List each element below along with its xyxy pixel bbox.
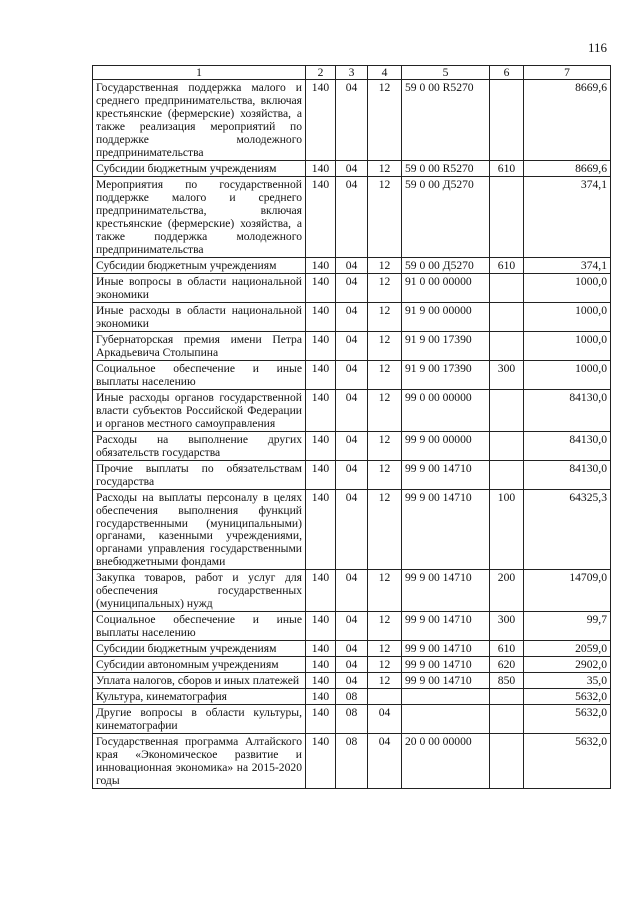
table-row: [93, 160, 611, 176]
rz-cell: 08: [336, 705, 368, 734]
sum-cell: 64325,3: [524, 489, 611, 570]
rz-cell: 04: [336, 257, 368, 273]
name-cell: Государственная поддержка малого и среднего предпринимательства, включая крестьянские (фермерские) хозяйства, а также реализация мероприятий по поддержке молодежного предпринимательства: [93, 79, 306, 160]
csr-cell: 99 9 00 14710: [402, 570, 490, 612]
csr-cell: 99 9 00 14710: [402, 460, 490, 489]
rz-cell: 04: [336, 657, 368, 673]
vr-cell: [490, 734, 524, 789]
budget-table: [92, 65, 611, 789]
vr-cell: 300: [490, 612, 524, 641]
name-cell: Губернаторская премия имени Петра Аркадьевича Столыпина: [93, 331, 306, 360]
pr-cell: 12: [368, 331, 402, 360]
table-row: [93, 612, 611, 641]
gr-cell: 140: [306, 160, 336, 176]
table-row: [93, 734, 611, 789]
vr-cell: [490, 302, 524, 331]
vr-cell: [490, 176, 524, 257]
pr-cell: 12: [368, 673, 402, 689]
name-cell: Социальное обеспечение и иные выплаты населению: [93, 360, 306, 389]
csr-cell: [402, 689, 490, 705]
sum-cell: 374,1: [524, 257, 611, 273]
vr-cell: 100: [490, 489, 524, 570]
gr-cell: 140: [306, 257, 336, 273]
name-cell: Закупка товаров, работ и услуг для обеспечения государственных (муниципальных) нужд: [93, 570, 306, 612]
rz-cell: 04: [336, 570, 368, 612]
sum-cell: 2059,0: [524, 641, 611, 657]
pr-cell: [368, 689, 402, 705]
table-row: [93, 79, 611, 160]
csr-cell: 59 0 00 R5270: [402, 160, 490, 176]
vr-cell: [490, 79, 524, 160]
name-cell: Субсидии бюджетным учреждениям: [93, 160, 306, 176]
col-gr-header: 2: [306, 66, 336, 80]
rz-cell: 08: [336, 689, 368, 705]
gr-cell: 140: [306, 79, 336, 160]
gr-cell: 140: [306, 176, 336, 257]
gr-cell: 140: [306, 705, 336, 734]
gr-cell: 140: [306, 570, 336, 612]
pr-cell: 12: [368, 641, 402, 657]
pr-cell: 12: [368, 612, 402, 641]
sum-cell: 84130,0: [524, 389, 611, 431]
rz-cell: 04: [336, 612, 368, 641]
name-cell: Субсидии бюджетным учреждениям: [93, 257, 306, 273]
csr-cell: 99 9 00 00000: [402, 431, 490, 460]
gr-cell: 140: [306, 360, 336, 389]
rz-cell: 04: [336, 331, 368, 360]
vr-cell: [490, 705, 524, 734]
pr-cell: 04: [368, 705, 402, 734]
table-row: [93, 570, 611, 612]
sum-cell: 1000,0: [524, 273, 611, 302]
sum-cell: 14709,0: [524, 570, 611, 612]
pr-cell: 12: [368, 460, 402, 489]
rz-cell: 04: [336, 160, 368, 176]
pr-cell: 04: [368, 734, 402, 789]
table-row: [93, 460, 611, 489]
col-name-header: 1: [93, 66, 306, 80]
rz-cell: 04: [336, 460, 368, 489]
sum-cell: 99,7: [524, 612, 611, 641]
csr-cell: 91 9 00 17390: [402, 360, 490, 389]
sum-cell: 84130,0: [524, 460, 611, 489]
name-cell: Прочие выплаты по обязательствам государства: [93, 460, 306, 489]
rz-cell: 04: [336, 641, 368, 657]
pr-cell: 12: [368, 273, 402, 302]
sum-cell: 374,1: [524, 176, 611, 257]
csr-cell: 99 9 00 14710: [402, 641, 490, 657]
csr-cell: 99 9 00 14710: [402, 612, 490, 641]
vr-cell: [490, 460, 524, 489]
pr-cell: 12: [368, 389, 402, 431]
gr-cell: 140: [306, 489, 336, 570]
vr-cell: [490, 331, 524, 360]
pr-cell: 12: [368, 431, 402, 460]
sum-cell: 1000,0: [524, 360, 611, 389]
pr-cell: 12: [368, 360, 402, 389]
col-rz-header: 3: [336, 66, 368, 80]
gr-cell: 140: [306, 612, 336, 641]
gr-cell: 140: [306, 389, 336, 431]
table-row: [93, 176, 611, 257]
col-sum-header: 7: [524, 66, 611, 80]
sum-cell: 8669,6: [524, 160, 611, 176]
table-row: [93, 257, 611, 273]
csr-cell: 91 0 00 00000: [402, 273, 490, 302]
rz-cell: 04: [336, 79, 368, 160]
csr-cell: 99 9 00 14710: [402, 489, 490, 570]
vr-cell: 200: [490, 570, 524, 612]
table-row: [93, 431, 611, 460]
pr-cell: 12: [368, 176, 402, 257]
vr-cell: 610: [490, 257, 524, 273]
name-cell: Социальное обеспечение и иные выплаты населению: [93, 612, 306, 641]
name-cell: Уплата налогов, сборов и иных платежей: [93, 673, 306, 689]
col-csr-header: 5: [402, 66, 490, 80]
sum-cell: 8669,6: [524, 79, 611, 160]
vr-cell: 610: [490, 160, 524, 176]
col-pr-header: 4: [368, 66, 402, 80]
gr-cell: 140: [306, 431, 336, 460]
csr-cell: 99 9 00 14710: [402, 673, 490, 689]
gr-cell: 140: [306, 641, 336, 657]
csr-cell: 20 0 00 00000: [402, 734, 490, 789]
name-cell: Расходы на выплаты персоналу в целях обеспечения выполнения функций государственными (муниципальными) органами, казенными учреждениями, органами управления государственными внебюджетными фондами: [93, 489, 306, 570]
table-row: [93, 689, 611, 705]
pr-cell: 12: [368, 657, 402, 673]
gr-cell: 140: [306, 273, 336, 302]
rz-cell: 04: [336, 176, 368, 257]
table-row: [93, 360, 611, 389]
name-cell: Иные расходы в области национальной экономики: [93, 302, 306, 331]
vr-cell: 850: [490, 673, 524, 689]
sum-cell: 1000,0: [524, 331, 611, 360]
gr-cell: 140: [306, 460, 336, 489]
rz-cell: 04: [336, 360, 368, 389]
rz-cell: 04: [336, 273, 368, 302]
csr-cell: [402, 705, 490, 734]
page-number: 116: [588, 40, 608, 55]
name-cell: Культура, кинематография: [93, 689, 306, 705]
table-row: [93, 705, 611, 734]
table-row: [93, 273, 611, 302]
vr-cell: [490, 689, 524, 705]
col-vr-header: 6: [490, 66, 524, 80]
header-row: [93, 66, 611, 80]
rz-cell: 04: [336, 302, 368, 331]
name-cell: Другие вопросы в области культуры, кинематографии: [93, 705, 306, 734]
vr-cell: 620: [490, 657, 524, 673]
name-cell: Иные расходы органов государственной власти субъектов Российской Федерации и органов местного самоуправления: [93, 389, 306, 431]
gr-cell: 140: [306, 302, 336, 331]
vr-cell: 300: [490, 360, 524, 389]
table-row: [93, 389, 611, 431]
vr-cell: [490, 389, 524, 431]
gr-cell: 140: [306, 734, 336, 789]
sum-cell: 5632,0: [524, 689, 611, 705]
sum-cell: 5632,0: [524, 705, 611, 734]
pr-cell: 12: [368, 489, 402, 570]
rz-cell: 04: [336, 673, 368, 689]
table-row: [93, 641, 611, 657]
rz-cell: 04: [336, 431, 368, 460]
pr-cell: 12: [368, 79, 402, 160]
table-body: [93, 79, 611, 788]
vr-cell: 610: [490, 641, 524, 657]
rz-cell: 08: [336, 734, 368, 789]
csr-cell: 99 0 00 00000: [402, 389, 490, 431]
name-cell: Государственная программа Алтайского края «Экономическое развитие и инновационная экономика» на 2015-2020 годы: [93, 734, 306, 789]
sum-cell: 5632,0: [524, 734, 611, 789]
sum-cell: 1000,0: [524, 302, 611, 331]
vr-cell: [490, 431, 524, 460]
gr-cell: 140: [306, 657, 336, 673]
table-row: [93, 331, 611, 360]
name-cell: Мероприятия по государственной поддержке малого и среднего предпринимательства, включая крестьянские (фермерские) хозяйства, а также поддержка молодежного предпринимательства: [93, 176, 306, 257]
gr-cell: 140: [306, 689, 336, 705]
rz-cell: 04: [336, 489, 368, 570]
pr-cell: 12: [368, 257, 402, 273]
csr-cell: 91 9 00 17390: [402, 331, 490, 360]
sum-cell: 84130,0: [524, 431, 611, 460]
csr-cell: 59 0 00 Д5270: [402, 257, 490, 273]
table-row: [93, 673, 611, 689]
csr-cell: 91 9 00 00000: [402, 302, 490, 331]
rz-cell: 04: [336, 389, 368, 431]
csr-cell: 59 0 00 Д5270: [402, 176, 490, 257]
table-row: [93, 657, 611, 673]
table-row: [93, 489, 611, 570]
table-row: [93, 302, 611, 331]
name-cell: Расходы на выполнение других обязательств государства: [93, 431, 306, 460]
name-cell: Субсидии бюджетным учреждениям: [93, 641, 306, 657]
gr-cell: 140: [306, 673, 336, 689]
sum-cell: 35,0: [524, 673, 611, 689]
gr-cell: 140: [306, 331, 336, 360]
name-cell: Иные вопросы в области национальной экономики: [93, 273, 306, 302]
pr-cell: 12: [368, 160, 402, 176]
pr-cell: 12: [368, 302, 402, 331]
sum-cell: 2902,0: [524, 657, 611, 673]
name-cell: Субсидии автономным учреждениям: [93, 657, 306, 673]
pr-cell: 12: [368, 570, 402, 612]
csr-cell: 99 9 00 14710: [402, 657, 490, 673]
vr-cell: [490, 273, 524, 302]
csr-cell: 59 0 00 R5270: [402, 79, 490, 160]
